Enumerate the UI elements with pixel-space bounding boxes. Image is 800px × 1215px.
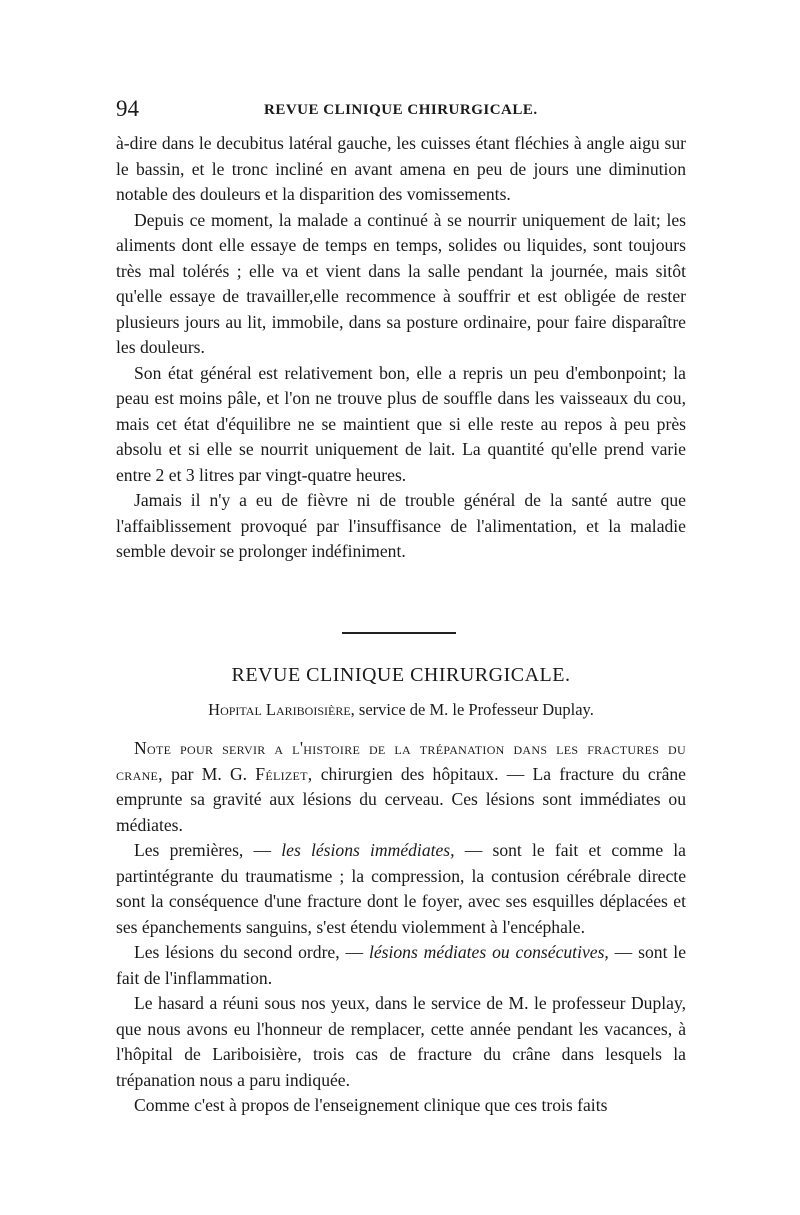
paragraph <box>116 940 686 991</box>
page-number: 94 <box>116 96 139 121</box>
text-run: Les premières, — <box>134 840 282 860</box>
article-title: Note pour servir a l'histoire de la trépanation dans les fractures du crane, <box>116 738 686 784</box>
text-run: chirurgien des hôpitaux. — La fracture du crâne emprunte sa gravité aux lésions du cerveau. Ces lésions sont immédiates ou médiates. <box>116 763 686 835</box>
emphasis: lésions médiates ou consécutives, <box>368 942 609 962</box>
paragraph: Son état général est relativement bon, elle a repris un peu d'embonpoint; la peau est moins pâle, et l'on ne trouve plus de souffle dans les vaisseaux du cou, mais cet état d'équilibre ne se maintient que si elle reste au repos à peu près absolu et si elle se nourrit uniquement de lait. La quantité qu'elle prend varie entre 2 et 3 litres par vingt-quatre heures. <box>116 362 686 485</box>
section-divider <box>342 632 456 634</box>
paragraph: Comme c'est à propos de l'enseignement clinique que ces trois faits <box>134 1095 608 1115</box>
author-name: Félizet, <box>255 763 313 784</box>
text-run: — sont le fait et comme la partintégrante du traumatisme ; la compression, la contusion cérébrale directe sont la conséquence d'une fracture dont le foyer, avec ses esquilles déplacées et ses épanchements sanguins, s'est étendu violemment à l'encéphale. <box>116 840 686 937</box>
text-run: Les lésions du second ordre, — <box>134 942 369 962</box>
emphasis: les lésions immédiates, <box>281 840 455 860</box>
section-subtitle <box>116 700 686 720</box>
paragraph: Jamais il n'y a eu de fièvre ni de trouble général de la santé autre que l'affaiblissement provoqué par l'insuffisance de l'alimentation, et la maladie semble devoir se prolonger indéfiniment. <box>116 490 686 561</box>
paragraph: Le hasard a réuni sous nos yeux, dans le service de M. le professeur Duplay, que nous avons eu l'honneur de remplacer, cette année pendant les vacances, à l'hôpital de Lariboisière, trois cas de fracture du crâne dans lesquels la trépanation nous a paru indiquée. <box>116 993 686 1090</box>
hospital-name: Hopital Lariboisière, <box>208 700 355 719</box>
article-intro-paragraph <box>116 736 686 838</box>
continued-case-text <box>116 131 686 565</box>
article-text <box>116 736 686 1119</box>
paragraph: à-dire dans le decubitus latéral gauche, les cuisses étant fléchies à angle aigu sur le bassin, et le tronc incliné en avant amena en peu de jours une diminution notable des douleurs et la disparition des vomissements. <box>116 133 686 204</box>
text-run: par M. G. <box>162 763 256 784</box>
section-title: REVUE CLINIQUE CHIRURGICALE. <box>231 664 571 686</box>
service-attribution: service de M. le Professeur Duplay. <box>354 700 594 719</box>
paragraph: Depuis ce moment, la malade a continué à se nourrir uniquement de lait; les aliments dont elle essaye de temps en temps, solides ou liquides, sont toujours très mal tolérés ; elle va et vient dans la salle pendant la journée, mais sitôt qu'elle essaye de travailler,elle recommence à souffrir et est obligée de rester plusieurs jours au lit, immobile, dans sa posture ordinaire, pour faire disparaître les douleurs. <box>116 209 686 357</box>
running-head: REVUE CLINIQUE CHIRURGICALE. <box>264 102 538 118</box>
page-header <box>116 96 686 126</box>
paragraph <box>116 838 686 940</box>
text-run: — sont le fait de l'inflammation. <box>116 942 686 988</box>
